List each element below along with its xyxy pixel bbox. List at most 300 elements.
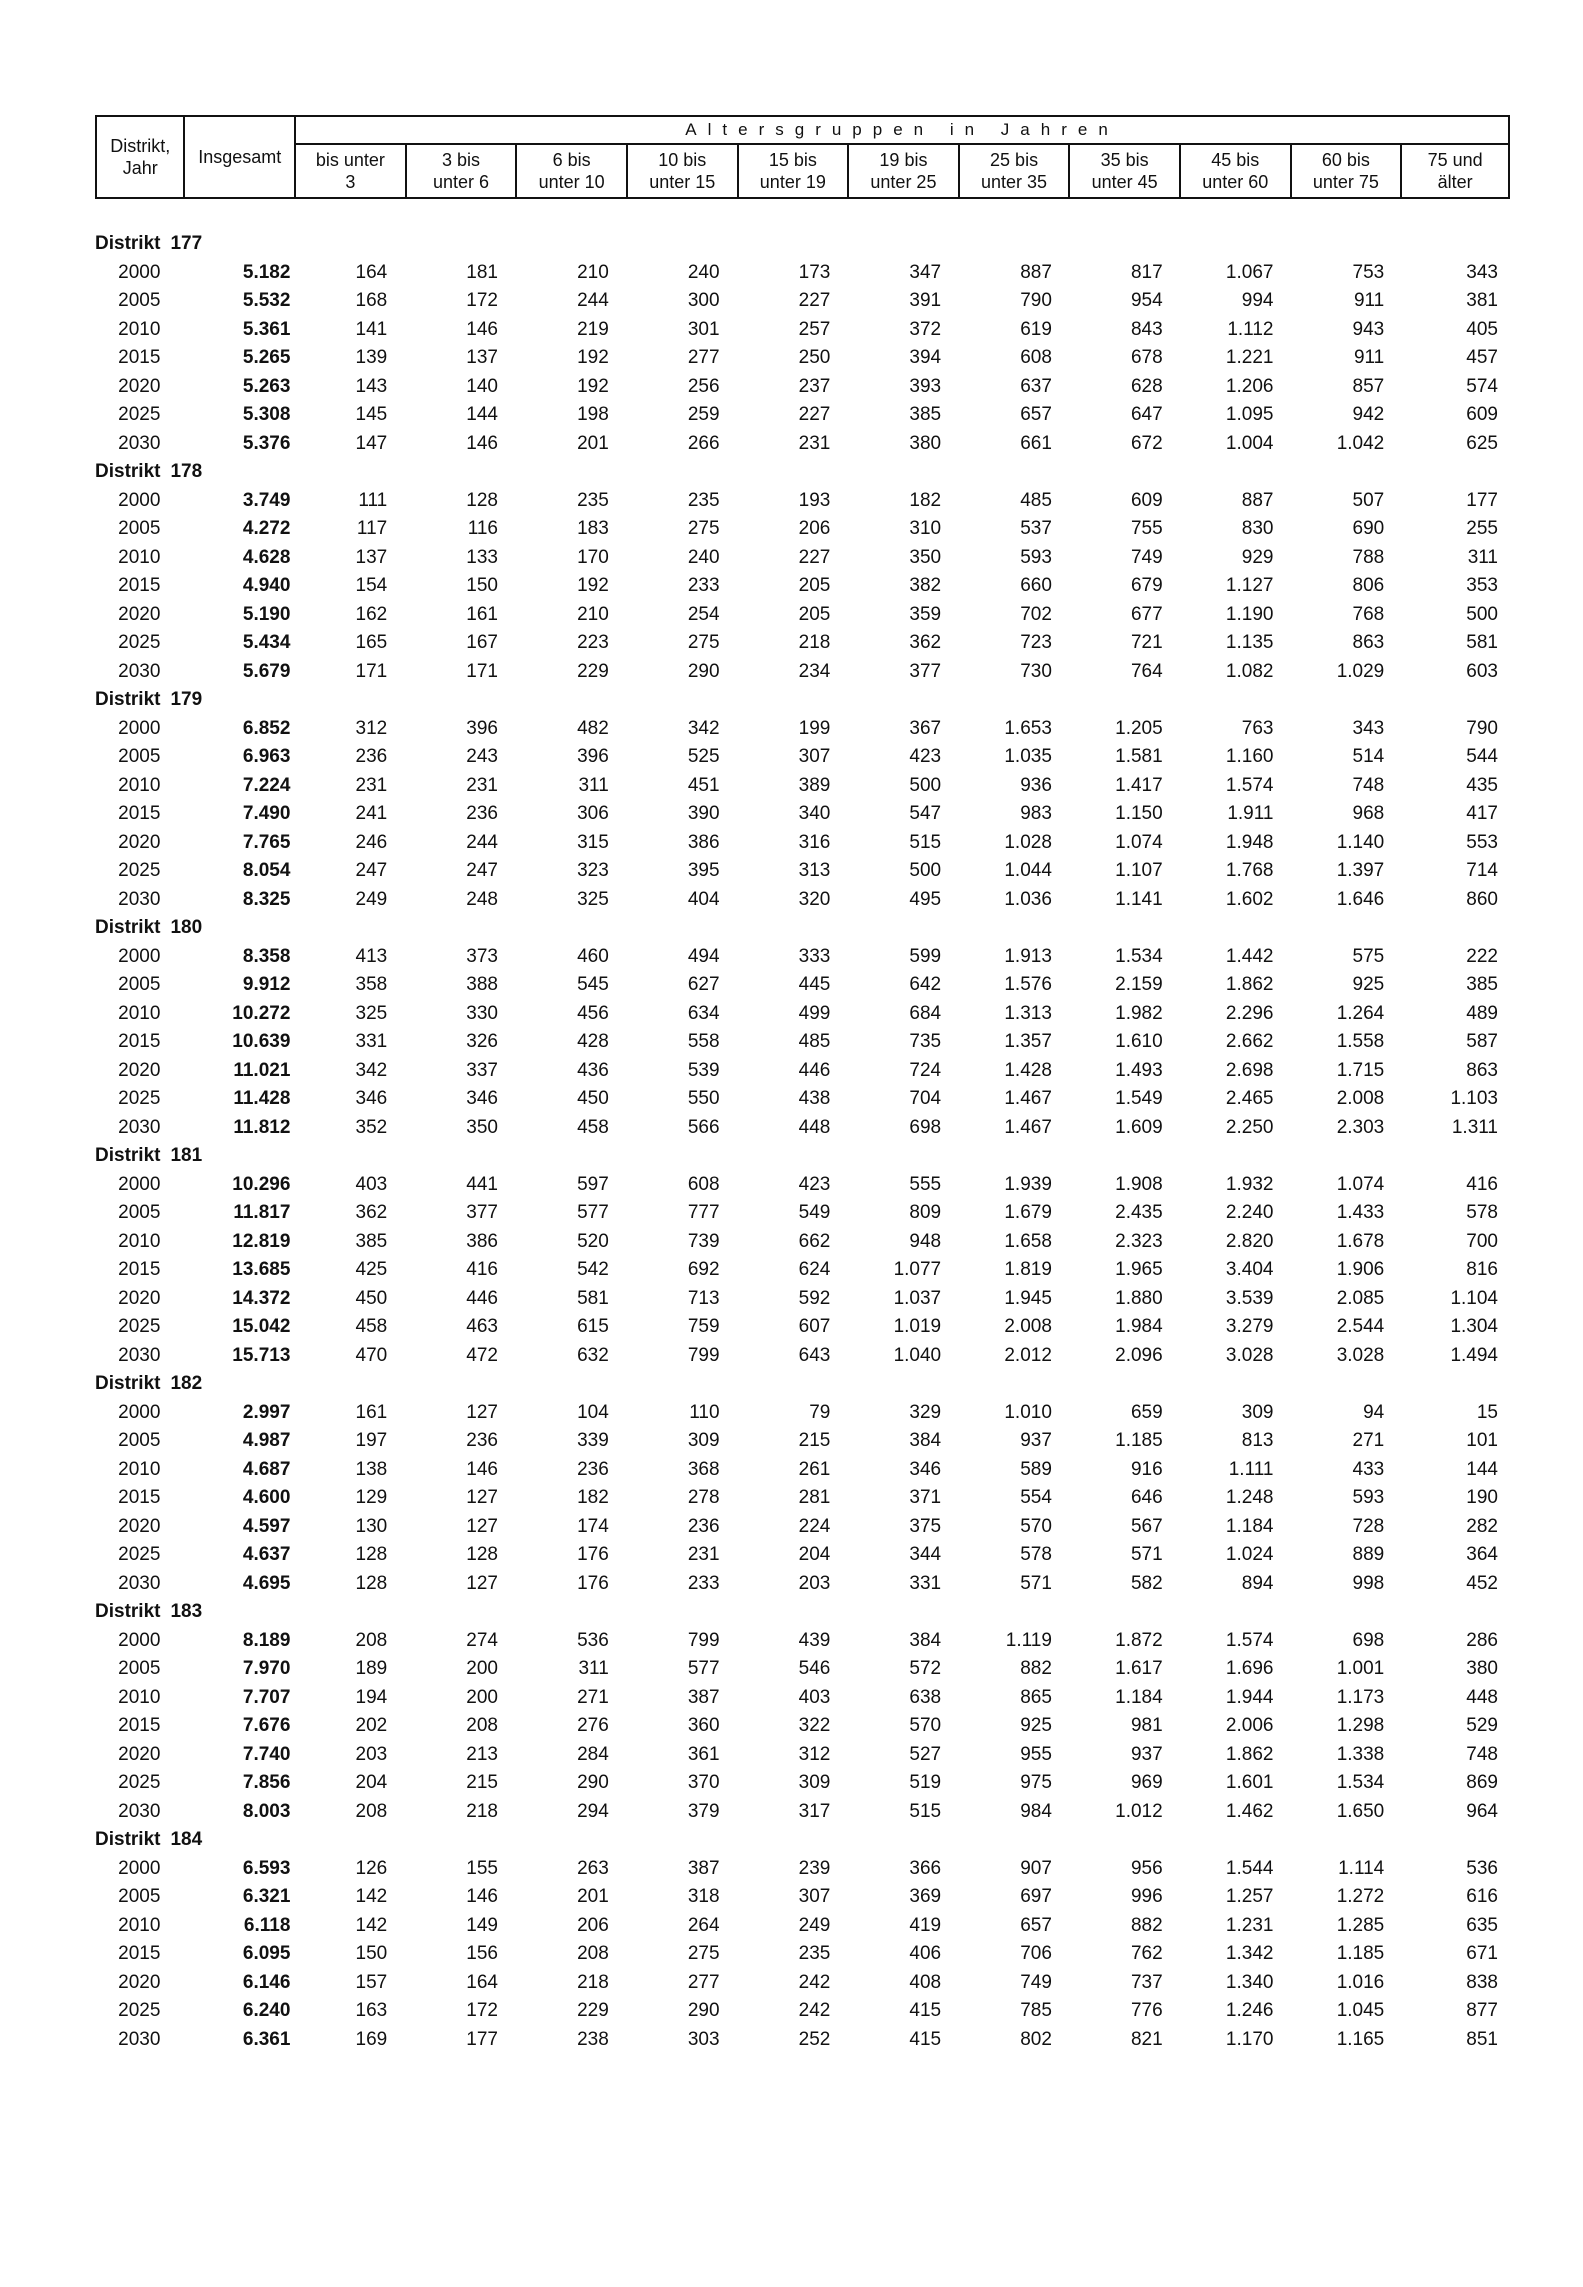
age-group-cell: 343 <box>1352 717 1385 739</box>
age-group-cell: 337 <box>466 1059 498 1081</box>
age-group-cell: 635 <box>1466 1914 1498 1936</box>
district-heading <box>95 1826 294 1855</box>
header-age-group <box>516 144 627 198</box>
age-group-cell: 677 <box>1130 603 1163 625</box>
age-group-cell: 205 <box>798 603 831 625</box>
age-group-cell: 146 <box>466 1886 498 1908</box>
age-group-cell: 147 <box>355 432 388 454</box>
table-row <box>95 886 1510 915</box>
age-group-cell: 331 <box>355 1031 388 1053</box>
district-heading <box>95 230 294 259</box>
age-group-cell: 364 <box>1466 1544 1498 1566</box>
age-group-cell: 331 <box>909 1572 942 1594</box>
age-group-cell: 203 <box>355 1743 388 1765</box>
age-group-cell: 149 <box>466 1914 498 1936</box>
age-group-cell: 171 <box>466 660 498 682</box>
age-group-cell: 248 <box>466 888 498 910</box>
age-group-cell: 582 <box>1130 1572 1163 1594</box>
age-group-cell: 984 <box>1020 1800 1052 1822</box>
age-group-cell: 542 <box>577 1259 609 1281</box>
age-group-cell: 2.008 <box>1004 1316 1052 1338</box>
age-group-cell: 632 <box>577 1344 609 1366</box>
year-cell: 2030 <box>118 432 161 454</box>
age-group-cell: 133 <box>466 546 498 568</box>
district-heading-row <box>95 686 1510 715</box>
age-group-cell: 223 <box>577 632 609 654</box>
age-group-cell: 1.095 <box>1225 404 1274 426</box>
age-group-cell: 448 <box>798 1116 831 1138</box>
age-group-cell: 404 <box>687 888 720 910</box>
age-group-cell: 753 <box>1352 261 1385 283</box>
header-age-group-line: 10 bis <box>658 150 707 170</box>
age-group-cell: 776 <box>1130 2000 1163 2022</box>
total-cell: 4.987 <box>242 1430 291 1452</box>
age-group-cell: 911 <box>1353 347 1385 369</box>
table-row <box>95 1883 1510 1912</box>
table-row <box>95 1712 1510 1741</box>
total-cell: 7.224 <box>242 774 291 796</box>
age-group-cell: 371 <box>909 1487 942 1509</box>
table-row <box>95 715 1510 744</box>
age-group-cell: 271 <box>577 1686 609 1708</box>
district-heading-row <box>95 914 1510 943</box>
age-group-cell: 869 <box>1466 1772 1498 1794</box>
age-group-cell: 300 <box>687 290 720 312</box>
age-group-cell: 370 <box>687 1772 720 1794</box>
table-row <box>95 800 1510 829</box>
age-group-cell: 156 <box>466 1943 498 1965</box>
table-row <box>95 1427 1510 1456</box>
age-group-cell: 377 <box>909 660 942 682</box>
age-group-cell: 566 <box>687 1116 720 1138</box>
age-group-cell: 210 <box>577 603 609 625</box>
year-cell: 2030 <box>118 1116 161 1138</box>
table-row <box>95 1000 1510 1029</box>
age-group-cell: 2.662 <box>1225 1031 1274 1053</box>
age-group-cell: 1.035 <box>1004 746 1052 768</box>
total-cell: 12.819 <box>232 1230 291 1252</box>
table-row <box>95 316 1510 345</box>
age-group-cell: 2.250 <box>1225 1116 1274 1138</box>
age-group-cell: 259 <box>687 404 720 426</box>
age-group-cell: 235 <box>798 1943 831 1965</box>
total-cell: 5.308 <box>242 404 291 426</box>
age-group-cell: 240 <box>687 546 720 568</box>
age-group-cell: 238 <box>577 2028 609 2050</box>
age-group-cell: 164 <box>466 1971 498 1993</box>
total-cell: 10.639 <box>232 1031 291 1053</box>
total-cell: 11.021 <box>233 1059 291 1081</box>
age-group-cell: 679 <box>1130 575 1163 597</box>
district-heading-row <box>95 230 1510 259</box>
table-row <box>95 515 1510 544</box>
age-group-cell: 863 <box>1352 632 1385 654</box>
age-group-cell: 219 <box>577 318 609 340</box>
header-age-group-line: 60 bis <box>1321 150 1370 170</box>
age-group-cell: 320 <box>798 888 831 910</box>
age-group-cell: 210 <box>577 261 609 283</box>
header-age-group <box>959 144 1070 198</box>
age-group-cell: 236 <box>466 1430 498 1452</box>
age-group-cell: 369 <box>909 1886 942 1908</box>
age-group-cell: 615 <box>577 1316 609 1338</box>
age-group-cell: 1.103 <box>1450 1088 1498 1110</box>
year-cell: 2010 <box>118 774 161 796</box>
age-group-cell: 1.160 <box>1225 746 1274 768</box>
district-heading-row <box>95 1598 1510 1627</box>
total-cell: 4.695 <box>242 1572 291 1594</box>
age-group-cell: 163 <box>355 2000 388 2022</box>
age-group-cell: 382 <box>909 575 942 597</box>
age-group-cell: 312 <box>355 717 388 739</box>
year-cell: 2010 <box>118 1914 161 1936</box>
age-group-cell: 554 <box>1020 1487 1052 1509</box>
age-group-cell: 116 <box>467 518 498 540</box>
age-group-cell: 1.862 <box>1225 974 1274 996</box>
age-group-cell: 1.298 <box>1336 1715 1385 1737</box>
age-group-cell: 525 <box>687 746 720 768</box>
year-cell: 2010 <box>118 1230 161 1252</box>
age-group-cell: 1.313 <box>1004 1002 1052 1024</box>
age-group-cell: 372 <box>909 318 942 340</box>
year-cell: 2005 <box>118 290 161 312</box>
year-cell: 2025 <box>118 632 161 654</box>
total-cell: 6.095 <box>242 1943 291 1965</box>
age-group-cell: 176 <box>577 1544 609 1566</box>
age-group-cell: 748 <box>1352 774 1385 796</box>
age-group-cell: 435 <box>1466 774 1498 796</box>
age-group-cell: 144 <box>466 404 498 426</box>
age-group-cell: 101 <box>1466 1430 1498 1452</box>
age-group-cell: 436 <box>577 1059 609 1081</box>
total-cell: 10.296 <box>232 1173 291 1195</box>
table-row <box>95 1570 1510 1599</box>
header-age-group-line: 19 bis <box>879 150 928 170</box>
age-group-cell: 968 <box>1352 803 1385 825</box>
age-group-cell: 358 <box>355 974 388 996</box>
table-row <box>95 1285 1510 1314</box>
age-group-cell: 254 <box>687 603 720 625</box>
age-group-cell: 1.004 <box>1225 432 1274 454</box>
table-row <box>95 829 1510 858</box>
age-group-cell: 142 <box>355 1914 388 1936</box>
district-number: 182 <box>170 1373 203 1395</box>
header-age-group-line: 25 bis <box>990 150 1039 170</box>
year-cell: 2015 <box>118 575 161 597</box>
age-group-cell: 247 <box>466 860 498 882</box>
age-group-cell: 339 <box>577 1430 609 1452</box>
age-group-cell: 609 <box>1130 489 1163 511</box>
age-group-cell: 264 <box>687 1914 720 1936</box>
age-group-cell: 628 <box>1130 375 1163 397</box>
age-group-cell: 1.221 <box>1225 347 1274 369</box>
age-group-cell: 597 <box>577 1173 609 1195</box>
total-cell: 5.532 <box>242 290 291 312</box>
age-group-cell: 394 <box>909 347 942 369</box>
age-group-cell: 229 <box>577 660 609 682</box>
age-group-cell: 231 <box>466 774 498 796</box>
total-cell: 5.434 <box>242 632 291 654</box>
age-group-cell: 448 <box>1466 1686 1498 1708</box>
age-group-cell: 581 <box>1466 632 1498 654</box>
total-cell: 9.912 <box>242 974 291 996</box>
header-total: Insgesamt <box>184 116 295 198</box>
table-row <box>95 1655 1510 1684</box>
district-label: Distrikt <box>95 1829 161 1851</box>
age-group-cell: 176 <box>577 1572 609 1594</box>
age-group-cell: 1.074 <box>1115 831 1163 853</box>
age-group-cell: 975 <box>1020 1772 1052 1794</box>
age-group-cell: 607 <box>798 1316 831 1338</box>
header-age-groups-title: Altersgruppen in Jahren <box>295 116 1509 144</box>
age-group-cell: 482 <box>577 717 609 739</box>
district-label: Distrikt <box>95 1145 161 1167</box>
age-group-cell: 821 <box>1130 2028 1163 2050</box>
age-group-cell: 325 <box>577 888 609 910</box>
age-group-cell: 164 <box>355 261 388 283</box>
age-group-cell: 1.074 <box>1336 1173 1385 1195</box>
table-row <box>95 1513 1510 1542</box>
age-group-cell: 311 <box>578 1658 609 1680</box>
age-group-cell: 925 <box>1352 974 1385 996</box>
age-group-cell: 1.945 <box>1004 1287 1052 1309</box>
age-group-cell: 567 <box>1130 1515 1163 1537</box>
district-label: Distrikt <box>95 461 161 483</box>
age-group-cell: 678 <box>1130 347 1163 369</box>
age-group-cell: 172 <box>466 290 498 312</box>
age-group-cell: 352 <box>355 1116 388 1138</box>
age-group-cell: 749 <box>1020 1971 1052 1993</box>
age-group-cell: 1.170 <box>1225 2028 1274 2050</box>
age-group-cell: 1.036 <box>1004 888 1052 910</box>
age-group-cell: 519 <box>909 1772 942 1794</box>
age-group-cell: 911 <box>1353 290 1385 312</box>
age-group-cell: 692 <box>687 1259 720 1281</box>
header-age-group-line: 45 bis <box>1211 150 1260 170</box>
age-group-cell: 257 <box>798 318 831 340</box>
table-row <box>95 601 1510 630</box>
age-group-cell: 242 <box>798 2000 831 2022</box>
age-group-cell: 182 <box>909 489 942 511</box>
age-group-cell: 1.342 <box>1225 1943 1274 1965</box>
age-group-cell: 384 <box>909 1629 942 1651</box>
age-group-cell: 627 <box>687 974 720 996</box>
district-label: Distrikt <box>95 233 161 255</box>
table-row <box>95 1684 1510 1713</box>
table-row <box>95 1769 1510 1798</box>
age-group-cell: 145 <box>355 404 388 426</box>
age-group-cell: 227 <box>798 546 831 568</box>
header-age-group-line: unter 10 <box>538 172 605 192</box>
age-group-cell: 1.205 <box>1115 717 1163 739</box>
district-number: 177 <box>170 233 203 255</box>
header-year-label: Jahr <box>122 158 158 178</box>
age-group-cell: 190 <box>1466 1487 1498 1509</box>
header-age-group-line: 15 bis <box>768 150 817 170</box>
district-heading <box>95 914 294 943</box>
header-age-group <box>738 144 849 198</box>
total-cell: 6.146 <box>242 1971 291 1993</box>
total-cell: 13.685 <box>232 1259 291 1281</box>
age-group-cell: 139 <box>355 347 388 369</box>
age-group-cell: 275 <box>687 1943 720 1965</box>
year-cell: 2030 <box>118 660 161 682</box>
year-cell: 2030 <box>118 1800 161 1822</box>
year-cell: 2010 <box>118 318 161 340</box>
age-group-cell: 1.428 <box>1004 1059 1052 1081</box>
age-group-cell: 2.012 <box>1004 1344 1052 1366</box>
age-group-cell: 571 <box>1130 1544 1163 1566</box>
age-group-cell: 1.231 <box>1225 1914 1274 1936</box>
age-group-cell: 405 <box>1466 318 1498 340</box>
age-group-cell: 728 <box>1352 1515 1385 1537</box>
age-group-cell: 387 <box>687 1857 720 1879</box>
age-group-cell: 110 <box>689 1401 720 1423</box>
age-group-cell: 205 <box>798 575 831 597</box>
age-group-cell: 1.493 <box>1115 1059 1163 1081</box>
age-group-cell: 964 <box>1466 1800 1498 1822</box>
table-row <box>95 430 1510 459</box>
age-group-cell: 1.248 <box>1225 1487 1274 1509</box>
age-group-cell: 206 <box>798 518 831 540</box>
age-group-cell: 735 <box>909 1031 942 1053</box>
age-group-cell: 233 <box>687 1572 720 1594</box>
age-group-cell: 256 <box>687 375 720 397</box>
header-age-group-line: unter 60 <box>1202 172 1269 192</box>
age-group-cell: 236 <box>466 803 498 825</box>
age-group-cell: 1.028 <box>1004 831 1052 853</box>
header-age-group-line: bis unter <box>315 150 385 170</box>
year-cell: 2005 <box>118 1430 161 1452</box>
age-group-cell: 241 <box>355 803 388 825</box>
district-label: Distrikt <box>95 1373 161 1395</box>
age-group-cell: 3.404 <box>1225 1259 1274 1281</box>
age-group-cell: 1.042 <box>1336 432 1385 454</box>
age-group-cell: 547 <box>909 803 942 825</box>
header-age-group <box>295 144 406 198</box>
age-group-cell: 1.140 <box>1336 831 1385 853</box>
total-cell: 6.963 <box>242 746 291 768</box>
total-cell: 2.997 <box>242 1401 291 1423</box>
table-row <box>95 544 1510 573</box>
age-group-cell: 1.150 <box>1115 803 1163 825</box>
age-group-cell: 247 <box>355 860 388 882</box>
age-group-cell: 2.096 <box>1115 1344 1163 1366</box>
age-group-cell: 128 <box>466 489 498 511</box>
age-group-cell: 1.417 <box>1115 774 1163 796</box>
total-cell: 7.676 <box>242 1715 291 1737</box>
age-group-cell: 1.311 <box>1451 1116 1498 1138</box>
age-group-cell: 1.135 <box>1225 632 1274 654</box>
age-group-cell: 137 <box>355 546 388 568</box>
age-group-cell: 198 <box>577 404 609 426</box>
age-group-cell: 229 <box>577 2000 609 2022</box>
age-group-cell: 577 <box>577 1202 609 1224</box>
header-age-group-line: unter 75 <box>1312 172 1379 192</box>
age-group-cell: 385 <box>1466 974 1498 996</box>
year-cell: 2025 <box>118 404 161 426</box>
age-group-cell: 169 <box>355 2028 388 2050</box>
age-group-cell: 192 <box>577 347 609 369</box>
age-group-cell: 1.715 <box>1336 1059 1385 1081</box>
age-group-cell: 1.581 <box>1115 746 1163 768</box>
age-group-cell: 1.397 <box>1336 860 1385 882</box>
district-heading-row <box>95 1826 1510 1855</box>
age-group-cell: 458 <box>577 1116 609 1138</box>
age-group-cell: 799 <box>687 1344 720 1366</box>
age-group-cell: 581 <box>577 1287 609 1309</box>
age-group-cell: 433 <box>1352 1458 1385 1480</box>
age-group-cell: 290 <box>687 660 720 682</box>
age-group-cell: 558 <box>687 1031 720 1053</box>
age-group-cell: 608 <box>687 1173 720 1195</box>
age-group-cell: 592 <box>798 1287 831 1309</box>
total-cell: 4.940 <box>242 575 291 597</box>
age-group-cell: 415 <box>909 2000 942 2022</box>
year-cell: 2000 <box>118 945 161 967</box>
total-cell: 15.042 <box>232 1316 291 1338</box>
header-age-group-line: unter 35 <box>981 172 1048 192</box>
table-row <box>95 287 1510 316</box>
district-number: 183 <box>170 1601 203 1623</box>
header-age-group-line: unter 15 <box>649 172 716 192</box>
age-group-cell: 574 <box>1466 375 1498 397</box>
age-group-cell: 350 <box>909 546 942 568</box>
age-group-cell: 317 <box>798 1800 831 1822</box>
age-group-cell: 428 <box>577 1031 609 1053</box>
age-group-cell: 515 <box>909 831 942 853</box>
age-group-cell: 441 <box>466 1173 498 1195</box>
age-group-cell: 1.965 <box>1115 1259 1163 1281</box>
age-group-cell: 1.932 <box>1225 1173 1274 1195</box>
age-group-cell: 657 <box>1020 404 1052 426</box>
header-age-group-line: 6 bis <box>552 150 591 170</box>
age-group-cell: 310 <box>909 518 942 540</box>
table-row <box>95 943 1510 972</box>
year-cell: 2000 <box>118 1629 161 1651</box>
age-group-cell: 168 <box>355 290 388 312</box>
age-group-cell: 396 <box>466 717 498 739</box>
age-group-cell: 250 <box>798 347 831 369</box>
age-group-cell: 2.085 <box>1336 1287 1385 1309</box>
age-group-cell: 201 <box>577 432 609 454</box>
age-group-cell: 882 <box>1130 1914 1163 1936</box>
age-group-cell: 1.104 <box>1450 1287 1498 1309</box>
age-group-cell: 161 <box>466 603 498 625</box>
year-cell: 2020 <box>118 603 161 625</box>
age-group-cell: 380 <box>909 432 942 454</box>
age-group-cell: 1.880 <box>1115 1287 1163 1309</box>
age-group-cell: 309 <box>1241 1401 1274 1423</box>
age-group-cell: 1.576 <box>1004 974 1052 996</box>
year-cell: 2015 <box>118 1031 161 1053</box>
total-cell: 8.325 <box>242 888 291 910</box>
age-group-cell: 702 <box>1020 603 1052 625</box>
age-group-cell: 227 <box>798 404 831 426</box>
age-group-cell: 367 <box>909 717 942 739</box>
age-group-cell: 889 <box>1352 1544 1385 1566</box>
age-group-cell: 777 <box>687 1202 720 1224</box>
age-group-cell: 748 <box>1466 1743 1498 1765</box>
total-cell: 6.321 <box>242 1886 291 1908</box>
year-cell: 2005 <box>118 1202 161 1224</box>
age-group-cell: 460 <box>577 945 609 967</box>
age-group-cell: 379 <box>687 1800 720 1822</box>
age-group-cell: 660 <box>1020 575 1052 597</box>
total-cell: 11.428 <box>233 1088 291 1110</box>
age-group-cell: 2.465 <box>1225 1088 1274 1110</box>
age-group-cell: 1.872 <box>1115 1629 1163 1651</box>
